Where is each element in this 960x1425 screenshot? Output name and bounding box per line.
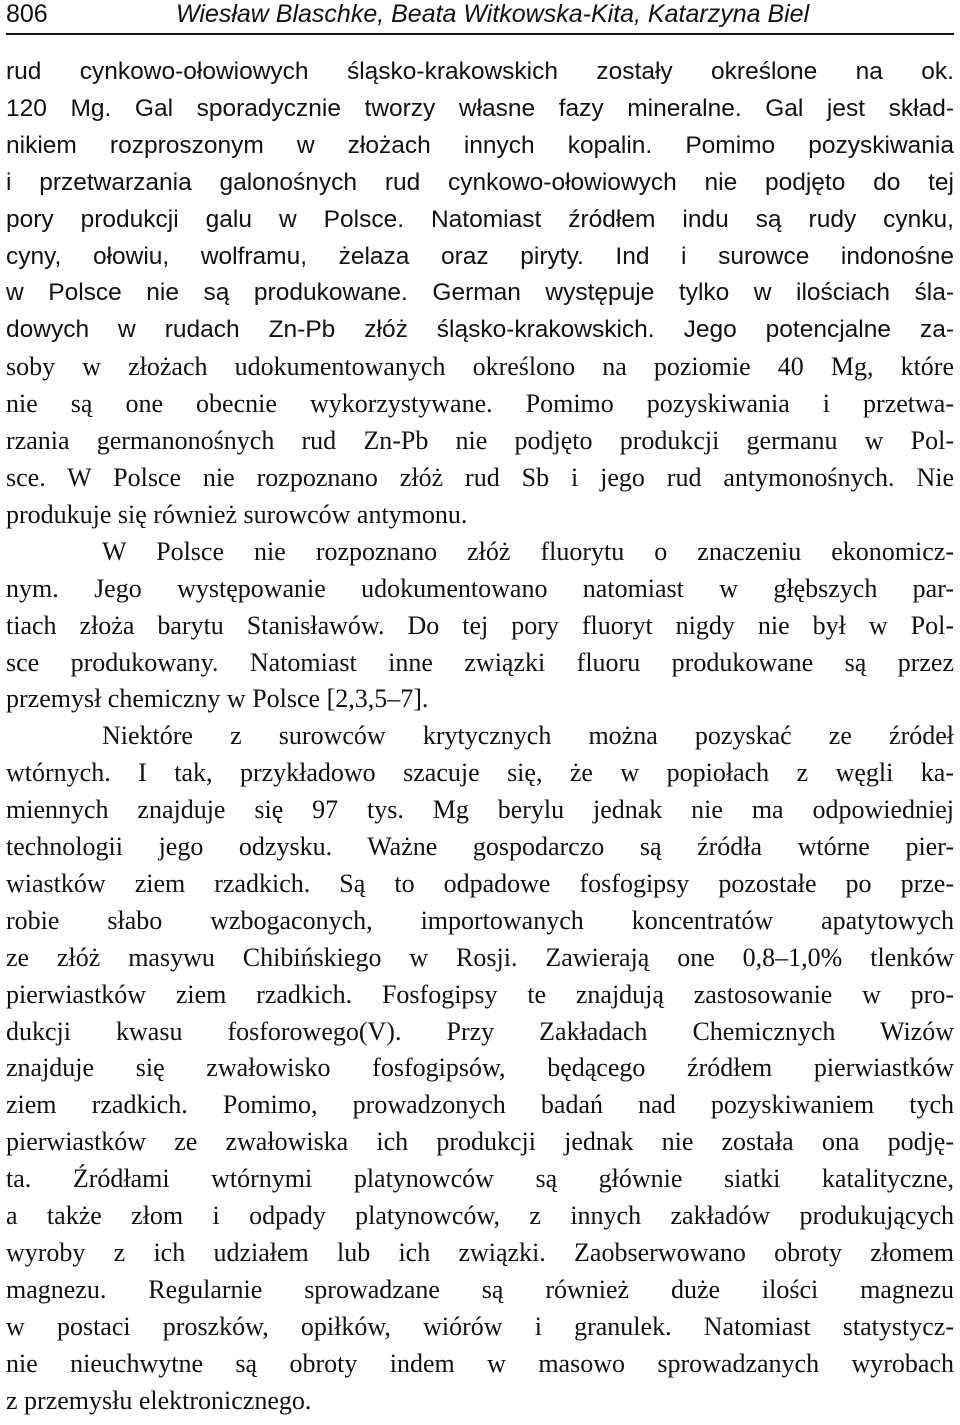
text-line: rud cynkowo-ołowiowych śląsko-krakowskich zostały określone na ok. [6,58,954,85]
text-line: ta. Źródłami wtórnymi platynowców są głównie siatki katalityczne, [6,1164,954,1194]
text-line: pierwiastków ze zwałowiska ich produkcji jednak nie została ona podję- [6,1127,954,1157]
text-line: 120 Mg. Gal sporadycznie tworzy własne fazy mineralne. Gal jest skład- [6,94,954,122]
text-line: z przemysłu elektronicznego. [6,1385,312,1415]
text-line: nikiem rozproszonym w złożach innych kopalin. Pomimo pozyskiwania [6,131,954,159]
text-line: w Polsce nie są produkowane. German występuje tylko w ilościach śla- [6,279,954,307]
text-line: dowych w rudach Zn-Pb złóż śląsko-krakowskich. Jego potencjalne za- [6,316,954,344]
running-head: Wiesław Blaschke, Beata Witkowska-Kita, Katarzyna Biel [176,0,810,28]
text-line: pierwiastków ziem rzadkich. Fosfogipsy te znajdują zastosowanie w pro- [6,979,954,1009]
body-text [6,54,954,1420]
page-number: 806 [6,0,48,28]
text-line: sce produkowany. Natomiast inne związki fluoru produkowane są przez [6,647,954,677]
text-line: miennych znajduje się 97 tys. Mg berylu jednak nie ma odpowiedniej [6,795,954,825]
text-line: tiach złoża barytu Stanisławów. Do tej pory fluoryt nigdy nie był w Pol- [6,610,954,640]
text-line: wiastków ziem rzadkich. Są to odpadowe fosfogipsy pozostałe po prze- [6,868,954,898]
text-line: ze złóż masywu Chibińskiego w Rosji. Zawierają one 0,8–1,0% tlenków [6,942,954,972]
text-line: wtórnych. I tak, przykładowo szacuje się, że w popiołach z węgli ka- [6,758,954,788]
text-line: i przetwarzania galonośnych rud cynkowo-ołowiowych nie podjęto do tej [6,168,954,196]
text-line: w postaci proszków, opiłków, wiórów i granulek. Natomiast statystycz- [6,1311,954,1341]
text-line: ziem rzadkich. Pomimo, prowadzonych badań nad pozyskiwaniem tych [6,1090,954,1120]
text-line: sce. W Polsce nie rozpoznano złóż rud Sb i jego rud antymonośnych. Nie [6,462,954,492]
text-line: dukcji kwasu fosforowego(V). Przy Zakładach Chemicznych Wizów [6,1016,954,1046]
text-line: robie słabo wzbogaconych, importowanych koncentratów apatytowych [6,905,954,935]
text-line: W Polsce nie rozpoznano złóż fluorytu o znaczeniu ekonomicz- [102,536,954,566]
text-line: nie nieuchwytne są obroty indem w masowo sprowadzanych wyrobach [6,1348,954,1378]
text-line: cyny, ołowiu, wolframu, żelaza oraz piryty. Ind i surowce indonośne [6,242,954,270]
text-line: produkuje się również surowców antymonu. [6,499,468,529]
text-line: przemysł chemiczny w Polsce [2,3,5–7]. [6,684,429,714]
text-line: nym. Jego występowanie udokumentowano natomiast w głębszych par- [6,573,954,603]
text-line: znajduje się zwałowisko fosfogipsów, będącego źródłem pierwiastków [6,1053,954,1083]
text-line: nie są one obecnie wykorzystywane. Pomimo pozyskiwania i przetwa- [6,389,954,419]
page-header [6,0,954,32]
paragraph [6,54,954,534]
paragraph [6,534,954,719]
text-line: wyroby z ich udziałem lub ich związki. Zaobserwowano obroty złomem [6,1238,954,1267]
text-line: pory produkcji galu w Polsce. Natomiast źródłem indu są rudy cynku, [6,205,954,233]
text-line: soby w złożach udokumentowanych określono na poziomie 40 Mg, które [6,352,954,382]
text-line: rzania germanonośnych rud Zn-Pb nie podjęto produkcji germanu w Pol- [6,426,954,456]
text-line: Niektóre z surowców krytycznych można pozyskać ze źródeł [102,721,954,751]
paragraph [6,718,954,1419]
header-rule [6,33,954,35]
text-line: a także złom i odpady platynowców, z innych zakładów produkujących [6,1201,954,1231]
text-line: magnezu. Regularnie sprowadzane są również duże ilości magnezu [6,1274,954,1304]
text-line: technologii jego odzysku. Ważne gospodarczo są źródła wtórne pier- [6,832,954,862]
